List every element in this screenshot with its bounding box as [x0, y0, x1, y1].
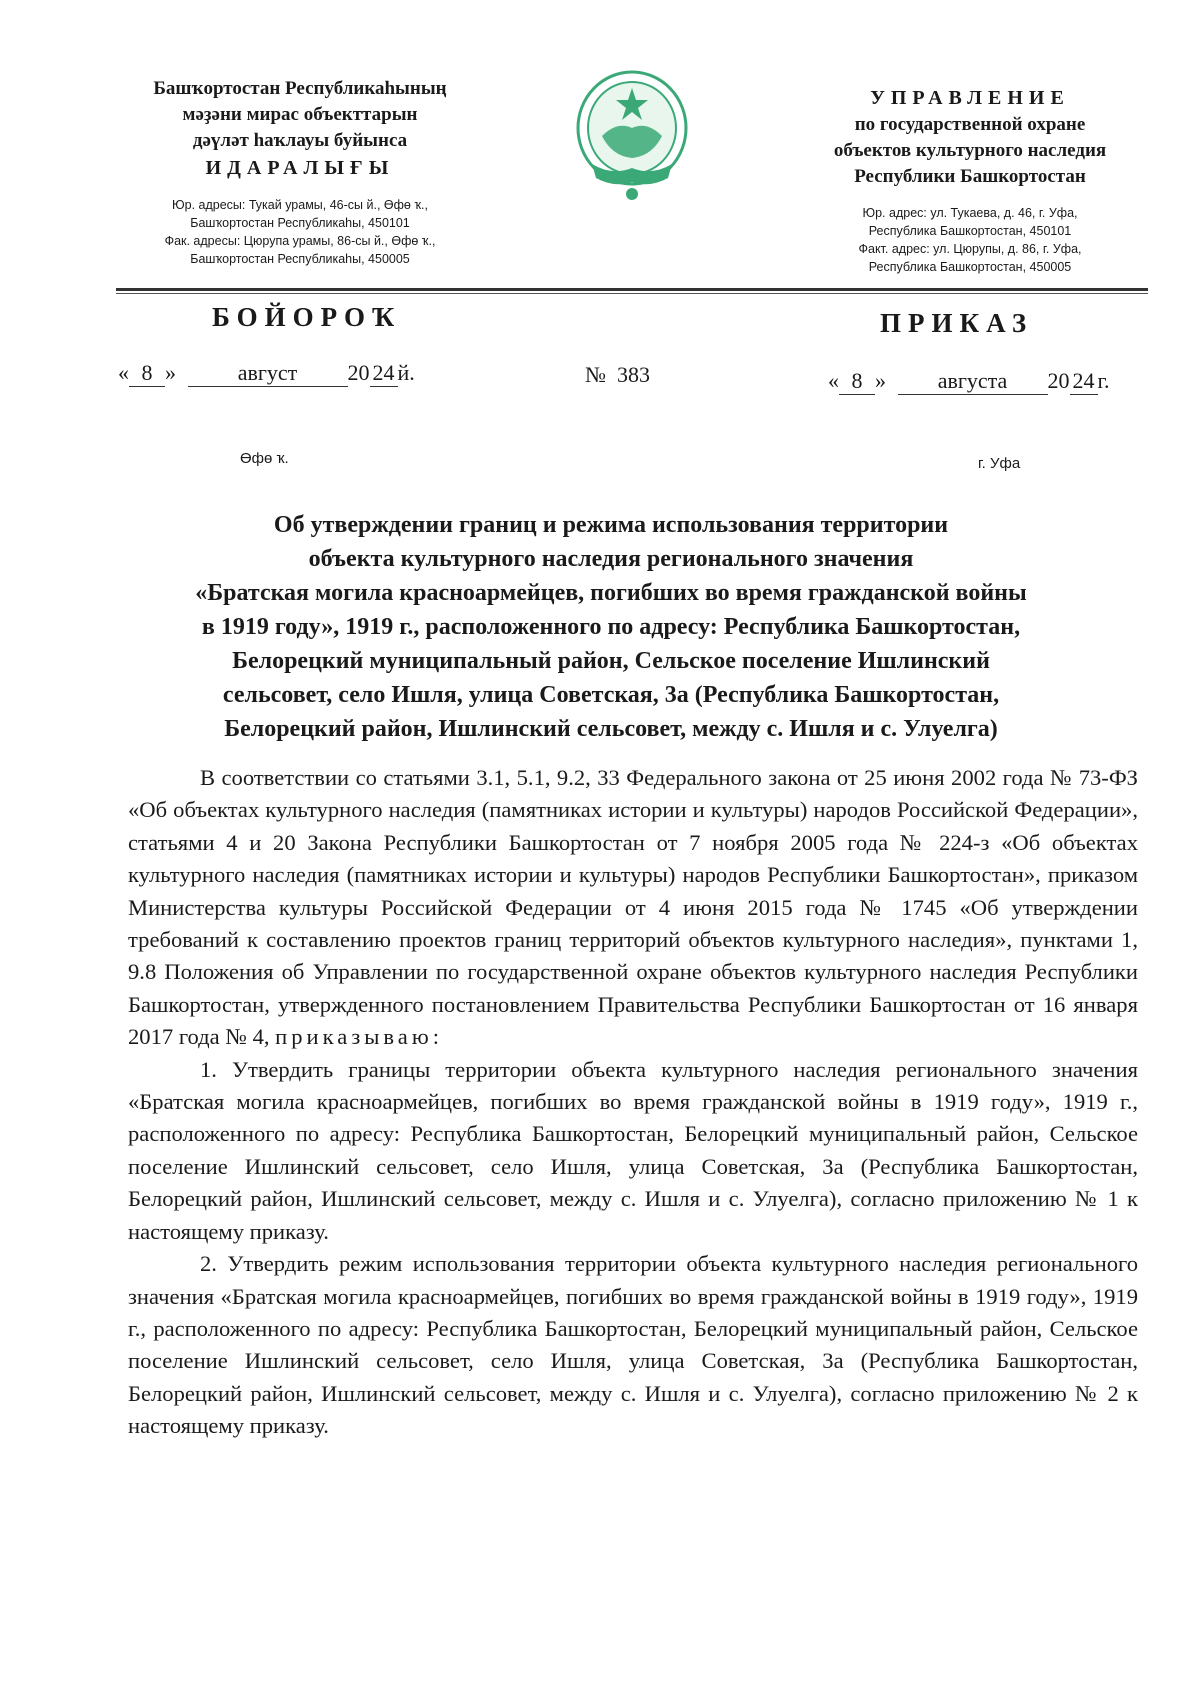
address-block: [110, 196, 490, 268]
title-line: в 1919 году», 1919 г., расположенного по адресу: Республика Башкортостан,: [201, 614, 1021, 640]
address-line: Юр. адрес: ул. Тукаева, д. 46, г. Уфа,: [862, 206, 1078, 220]
address-line: Башҡортостан Республикаһы, 450101: [190, 216, 410, 230]
header-right: [770, 84, 1170, 276]
date-suffix: г.: [1097, 368, 1110, 393]
date-year-suffix: 24: [1070, 368, 1098, 395]
org-office: ИДАРАЛЫҒЫ: [205, 157, 395, 179]
quote-close: »: [165, 360, 176, 385]
title-line: Белорецкий район, Ишлинский сельсовет, между с. Ишля и с. Улуелга): [224, 716, 998, 742]
number-label: №: [585, 362, 606, 387]
title-line: Белорецкий муниципальный район, Сельское поселение Ишлинский: [232, 648, 990, 674]
document-title: [130, 508, 1092, 746]
date-month: августа: [898, 368, 1048, 395]
number-value: 383: [617, 362, 650, 387]
date-year-suffix: 24: [370, 360, 398, 387]
address-line: Фак. адресы: Цюрупа урамы, 86-сы й., Өфө ҡ.,: [164, 234, 436, 248]
date-bashkir: [118, 360, 415, 387]
address-block: [770, 204, 1170, 276]
city-bashkir: Өфө ҡ.: [240, 450, 289, 467]
date-suffix: й.: [397, 360, 415, 385]
doc-type-bashkir: БОЙОРОҠ: [212, 302, 402, 332]
doc-type-russian: ПРИКАЗ: [880, 308, 1034, 338]
order-word: приказываю:: [275, 1024, 443, 1050]
city-russian: г. Уфа: [978, 455, 1021, 472]
address-line: Республика Башкортостан, 450005: [868, 260, 1072, 274]
address-line: Республика Башкортостан, 450101: [868, 224, 1072, 238]
header-divider: [116, 293, 1148, 294]
date-year-prefix: 20: [1047, 368, 1070, 393]
order-item-1: 1. Утвердить границы территории объекта культурного наследия регионального значения «Братская могила красноармейцев, погибших во время гражданской войны в 1919 году», 1919 г., расположенного по адресу: Республика Башкортостан, Белорецкий муниципальный район, Сельское поселение Ишлинский сельсовет, село Ишля, улица Советская, 3а (Республика Башкортостан, Белорецкий район, Ишлинский сельсовет, между с. Ишля и с. Улуелга), согласно приложению № 1 к настоящему приказу.: [128, 1056, 1138, 1244]
date-russian: [828, 368, 1110, 395]
order-number: [585, 362, 650, 388]
address-line: Юр. адресы: Тукай урамы, 46-сы й., Өфө ҡ.,: [172, 198, 428, 212]
title-line: «Братская могила красноармейцев, погибших во время гражданской войны: [195, 580, 1027, 606]
org-name-line: Башҡортостан Республикаһының: [153, 78, 447, 99]
address-line: Башҡортостан Республикаһы, 450005: [190, 252, 410, 266]
date-month: август: [188, 360, 348, 387]
title-line: Об утверждении границ и режима использования территории: [273, 512, 949, 538]
document-body: [128, 762, 1138, 1443]
quote-close: »: [875, 368, 886, 393]
org-name-line: по государственной охране: [854, 114, 1086, 135]
preamble-paragraph: [128, 762, 1138, 1054]
header-divider: [116, 288, 1148, 291]
address-line: Факт. адрес: ул. Цюрупы, д. 86, г. Уфа,: [858, 242, 1082, 256]
org-name-line: мәҙәни мирас объекттарын: [182, 104, 418, 125]
title-line: сельсовет, село Ишля, улица Советская, 3а (Республика Башкортостан,: [222, 682, 1000, 708]
quote-open: «: [828, 368, 839, 393]
preamble-text: В соответствии со статьями 3.1, 5.1, 9.2, 33 Федерального закона от 25 июня 2002 года № 73-ФЗ «Об объектах культурного наследия (памятниках истории и культуры) народов Российской Федерации», статьями 4 и 20 Закона Республики Башкортостан от 7 ноября 2005 года № 224-з «Об объектах культурного наследия (памятниках истории и культуры) народов Республики Башкортостан», приказом Министерства культуры Российской Федерации от 4 июня 2015 года № 1745 «Об утверждении требований к составлению проектов границ территорий объектов культурного наследия», пунктами 1, 9.8 Положения об Управлении по государственной охране объектов культурного наследия Республики Башкортостан, утвержденного постановлением Правительства Республики Башкортостан от 16 января 2017 года № 4,: [128, 765, 1138, 1050]
org-name-line: Республики Башкортостан: [854, 166, 1086, 187]
header-left: [110, 76, 490, 268]
date-day: 8: [129, 360, 165, 387]
org-name-line: дәүләт һаҡлауы буйынса: [192, 130, 408, 151]
org-name-line: объектов культурного наследия: [833, 140, 1107, 161]
date-day: 8: [839, 368, 875, 395]
title-line: объекта культурного наследия регионального значения: [308, 546, 914, 572]
order-item-2: 2. Утвердить режим использования территории объекта культурного наследия регионального значения «Братская могила красноармейцев, погибших во время гражданской войны в 1919 году», 1919 г., расположенного по адресу: Республика Башкортостан, Белорецкий муниципальный район, Сельское поселение Ишлинский сельсовет, село Ишля, улица Советская, 3а (Республика Башкортостан, Белорецкий район, Ишлинский сельсовет, между с. Ишля и с. Улуелга), согласно приложению № 2 к настоящему приказу.: [128, 1251, 1138, 1439]
org-office: УПРАВЛЕНИЕ: [870, 87, 1070, 109]
bashkortostan-emblem-icon: [572, 66, 692, 206]
quote-open: «: [118, 360, 129, 385]
date-year-prefix: 20: [347, 360, 370, 385]
